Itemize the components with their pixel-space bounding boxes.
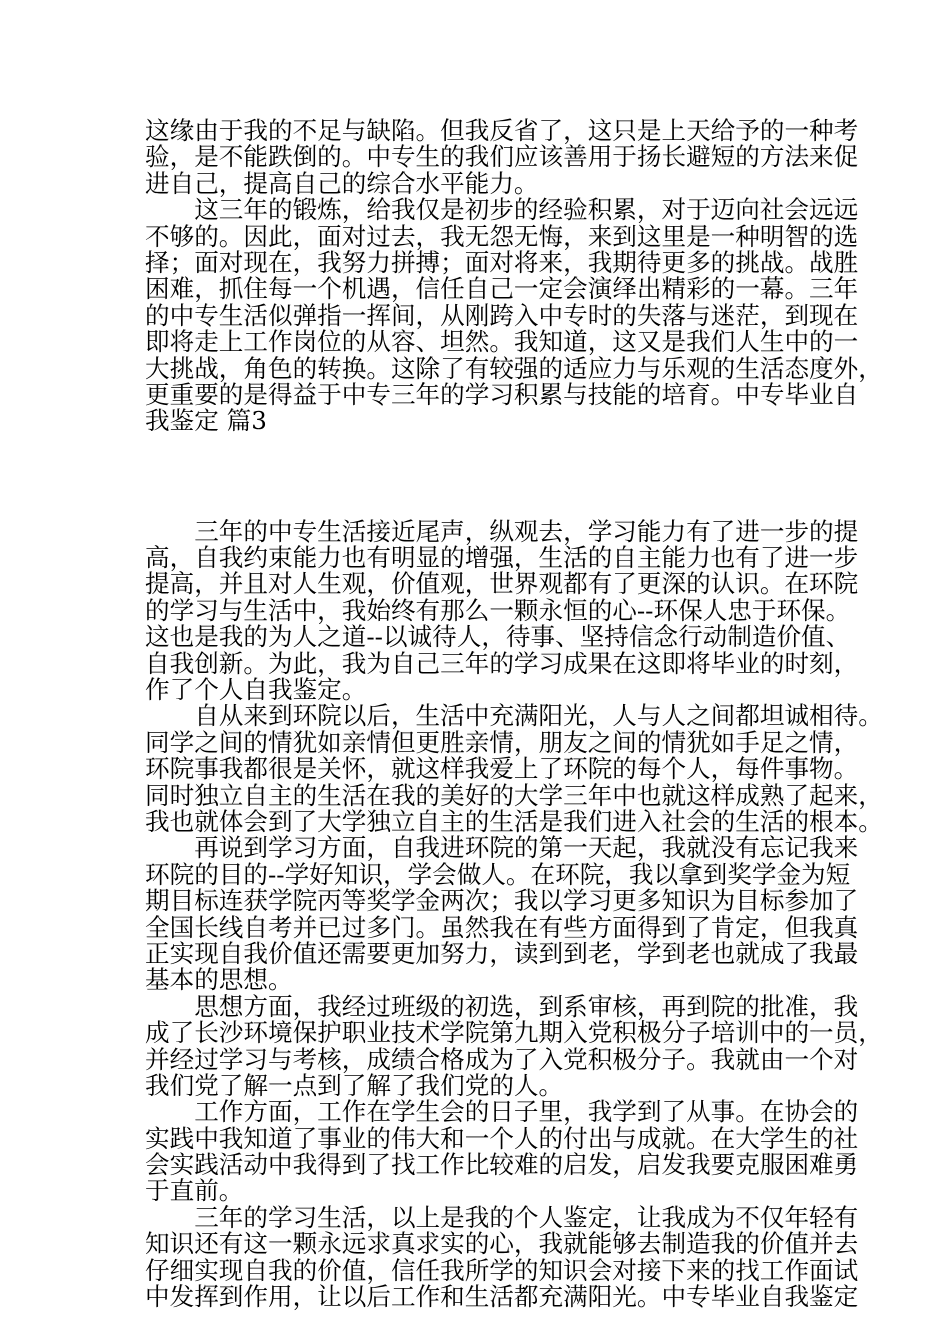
text-line: 中发挥到作用，让以后工作和生活都充满阳光。中专毕业自我鉴定 — [145, 1282, 859, 1312]
text-line: 实践中我知道了事业的伟大和一个人的付出与成就。在大学生的社 — [145, 1123, 859, 1153]
text-line: 思想方面，我经过班级的初选，到系审核，再到院的批准，我 — [145, 991, 859, 1021]
text-line: 我鉴定 篇3 — [145, 406, 267, 436]
text-line: 同时独立自主的生活在我的美好的大学三年中也就这样成熟了起来， — [145, 780, 883, 810]
text-block-lower — [145, 516, 883, 1312]
text-line: 环院的目的--学好知识，学会做人。在环院，我以拿到奖学金为短 — [145, 859, 851, 889]
text-line: 不够的。因此，面对过去，我无怨无悔，来到这里是一种明智的选 — [145, 221, 859, 251]
text-line: 成了长沙环境保护职业技术学院第九期入党积极分子培训中的一员， — [145, 1018, 883, 1048]
text-line: 择；面对现在，我努力拼搏；面对将来，我期待更多的挑战。战胜 — [145, 247, 859, 277]
text-line: 作了个人自我鉴定。 — [145, 675, 367, 705]
text-line: 自我创新。为此，我为自己三年的学习成果在这即将毕业的时刻， — [145, 648, 859, 678]
text-line: 知识还有这一颗永远求真求实的心，我就能够去制造我的价值并去 — [145, 1229, 859, 1259]
text-line: 困难，抓住每一个机遇，信任自己一定会演绎出精彩的一幕。三年 — [145, 274, 859, 304]
text-line: 高，自我约束能力也有明显的增强，生活的自主能力也有了进一步 — [145, 543, 859, 573]
text-line: 这也是我的为人之道--以诚待人，待事、坚持信念行动制造价值、 — [145, 622, 851, 652]
text-line: 我们党了解一点到了解了我们党的人。 — [145, 1070, 564, 1100]
text-line: 并经过学习与考核，成绩合格成为了入党积极分子。我就由一个对 — [145, 1044, 859, 1074]
text-line: 提高，并且对人生观，价值观，世界观都有了更深的认识。在环院 — [145, 569, 859, 599]
text-line: 进自己，提高自己的综合水平能力。 — [145, 168, 539, 198]
text-line: 三年的学习生活，以上是我的个人鉴定，让我成为不仅年轻有 — [145, 1202, 859, 1232]
text-line: 环院事我都很是关怀，就这样我爱上了环院的每个人，每件事物。 — [145, 754, 859, 784]
text-line: 更重要的是得益于中专三年的学习积累与技能的培育。中专毕业自 — [145, 379, 859, 409]
text-line: 全国长线自考并已过多门。虽然我在有些方面得到了肯定，但我真 — [145, 912, 859, 942]
text-block-upper — [145, 116, 883, 436]
section-gap — [145, 435, 825, 519]
text-line: 的学习与生活中，我始终有那么一颗永恒的心--环保人忠于环保。 — [145, 595, 851, 625]
text-line: 的中专生活似弹指一挥间，从刚跨入中专时的失落与迷茫，到现在 — [145, 300, 859, 330]
text-line: 于直前。 — [145, 1176, 244, 1206]
text-line: 同学之间的情犹如亲情但更胜亲情，朋友之间的情犹如手足之情， — [145, 727, 859, 757]
text-line: 即将走上工作岗位的从容、坦然。我知道，这又是我们人生中的一 — [145, 327, 859, 357]
text-line: 大挑战，角色的转换。这除了有较强的适应力与乐观的生活态度外， — [145, 353, 883, 383]
document-page — [145, 116, 883, 1312]
text-line: 验，是不能跌倒的。中专生的我们应该善用于扬长避短的方法来促 — [145, 142, 859, 172]
text-line: 自从来到环院以后，生活中充满阳光，人与人之间都坦诚相待。 — [145, 701, 883, 731]
text-line: 仔细实现自我的价值，信任我所学的知识会对接下来的找工作面试 — [145, 1255, 859, 1285]
text-line: 这三年的锻炼，给我仅是初步的经验积累，对于迈向社会远远 — [145, 195, 859, 225]
text-line: 我也就体会到了大学独立自主的生活是我们进入社会的生活的根本。 — [145, 806, 883, 836]
text-line: 三年的中专生活接近尾声，纵观去，学习能力有了进一步的提 — [145, 516, 859, 546]
text-line: 再说到学习方面，自我进环院的第一天起，我就没有忘记我来 — [145, 833, 859, 863]
text-line: 工作方面，工作在学生会的日子里，我学到了从事。在协会的 — [145, 1097, 859, 1127]
text-line: 会实践活动中我得到了找工作比较难的启发，启发我要克服困难勇 — [145, 1150, 859, 1180]
text-line: 这缘由于我的不足与缺陷。但我反省了，这只是上天给予的一种考 — [145, 116, 859, 145]
text-line: 正实现自我价值还需要更加努力，读到到老，学到老也就成了我最 — [145, 938, 859, 968]
text-line: 基本的思想。 — [145, 965, 293, 995]
text-line: 期目标连获学院丙等奖学金两次；我以学习更多知识为目标参加了 — [145, 886, 859, 916]
